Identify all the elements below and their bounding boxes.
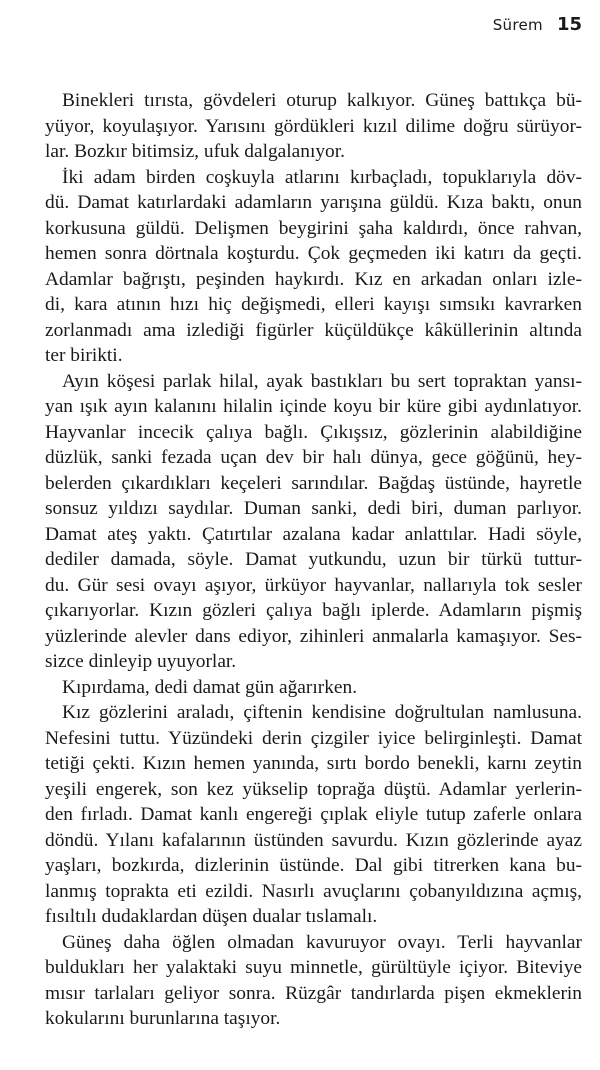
text-line: di, kara atının hızı hiç değişmedi, elleri kayışı sımsıkı kavrarken	[45, 294, 582, 315]
text-line: Hayvanlar incecik çalıya bağlı. Çıkışsız, gözlerinin alabildiğine	[45, 421, 582, 443]
text-line: yüzlerinde alevler dans ediyor, zihinleri anmalarla kamaşıyor. Ses-	[45, 625, 582, 647]
text-line: tetiği çekti. Kızın hemen yanında, sırtı bordo benekli, karnı zeytin	[45, 753, 582, 774]
text-line: buldukları her yalaktaki suyu minnetle, gürültüyle içiyor. Biteviye	[45, 957, 582, 978]
page-number: 15	[556, 14, 582, 35]
text-line: yüyor, koyulaşıyor. Yarısını gördükleri kızıl dilime doğru sürüyor-	[45, 115, 582, 137]
paragraph	[45, 675, 582, 701]
text-line: den fırladı. Damat kanlı engereği çıplak eliyle tutup zaferle onlara	[45, 804, 582, 825]
text-line: Nefesini tuttu. Yüzündeki derin çizgiler iyice belirginleşti. Damat	[45, 727, 582, 749]
text-line: lanmış toprakta eti ezildi. Nasırlı avuçlarını çobanyıldızına açmış,	[45, 880, 582, 902]
paragraph	[45, 930, 582, 1032]
text-line: kokularını burunlarına taşıyor.	[45, 1008, 281, 1029]
text-line: Güneş daha öğlen olmadan kavuruyor ovayı. Terli hayvanlar	[62, 931, 582, 953]
text-line: lar. Bozkır bitimsiz, ufuk dalgalanıyor.	[45, 141, 345, 162]
text-line: du. Gür sesi ovayı aşıyor, ürküyor hayvanlar, nallarıyla tok sesler	[45, 574, 582, 596]
text-line: yaşları, bozkırda, dizlerinin üstünde. Dal gibi titrerken kana bu-	[45, 855, 582, 876]
text-line: dediler damada, söyle. Damat yutkundu, uzun bir türkü tuttur-	[45, 549, 582, 570]
text-line: İki adam birden coşkuyla atlarını kırbaçladı, topuklarıyla döv-	[62, 166, 582, 188]
paragraph	[45, 165, 582, 369]
running-header	[493, 14, 582, 38]
text-line: korkusuna güldü. Delişmen beygirini şaha kaldırdı, önce rahvan,	[45, 217, 582, 239]
text-line: belerden çıkardıkları keçeleri sarındılar. Bağdaş üstünde, hayretle	[45, 472, 582, 494]
text-line: Kız gözlerini araladı, çiftenin kendisine doğrultulan namlusuna.	[62, 702, 582, 723]
paragraph	[45, 369, 582, 675]
text-line: Damat ateş yaktı. Çatırtılar azalana kadar anlattılar. Hadi söyle,	[45, 523, 582, 545]
body-text	[45, 88, 582, 1032]
text-line: çıkarıyorlar. Kızın gözleri çalıya bağlı iplerde. Adamların pişmiş	[45, 600, 582, 621]
text-line: sonsuz yıldızı saydılar. Duman sanki, dedi biri, duman parlıyor.	[45, 498, 582, 519]
text-line: mısır tarlaları geliyor sonra. Rüzgâr tandırlarda pişen ekmeklerin	[45, 982, 582, 1004]
text-line: hemen sonra dörtnala koşturdu. Çok geçmeden iki katırı da geçti.	[45, 243, 582, 264]
text-line: düzlük, sanki fezada uçan dev bir halı dünya, gece göğünü, hey-	[45, 447, 582, 468]
text-line: yeşili engerek, son kez yükselip toprağa düştü. Adamlar yerlerin-	[45, 778, 582, 800]
text-line: yan ışık ayın kalanını hilalin içinde koyu bir küre gibi aydınlatıyor.	[45, 396, 582, 417]
text-line: zorlanmadı ama izlediği figürler küçüldükçe kâküllerinin altında	[45, 319, 582, 341]
text-line: Ayın köşesi parlak hilal, ayak bastıkları bu sert topraktan yansı-	[62, 370, 582, 392]
running-header-title: Sürem	[492, 16, 543, 34]
text-line: ter birikti.	[45, 345, 123, 366]
text-line: dü. Damat katırlardaki adamların yarışına güldü. Kıza baktı, onun	[45, 192, 582, 213]
text-line: döndü. Yılanı kafalarının üstünden savurdu. Kızın gözlerinde ayaz	[45, 829, 582, 851]
text-line: Adamlar bağrıştı, peşinden haykırdı. Kız en arkadan onları izle-	[45, 268, 582, 290]
text-line: sizce dinleyip uyuyorlar.	[45, 651, 237, 672]
text-line: Kıpırdama, dedi damat gün ağarırken.	[62, 676, 358, 698]
paragraph	[45, 700, 582, 930]
text-line: Binekleri tırısta, gövdeleri oturup kalkıyor. Güneş battıkça bü-	[62, 90, 582, 111]
paragraph	[45, 88, 582, 165]
text-line: fısıltılı dudaklardan düşen dualar tıslamalı.	[45, 906, 378, 927]
